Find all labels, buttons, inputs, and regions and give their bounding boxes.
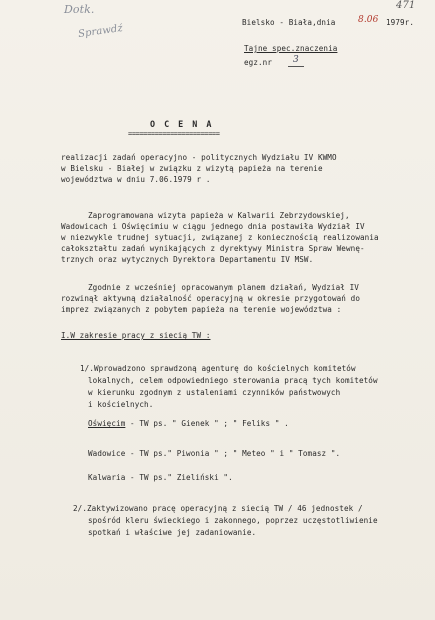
paragraph1-line-4: całokształtu zadań wynikających z dyrektywy Ministra Spraw Wewnę-: [61, 244, 365, 253]
item2-line-2: spośród kleru świeckiego i zakonnego, poprzez uczęstotliwienie: [88, 516, 378, 525]
subtitle-line-3: województwa w dniu 7.06.1979 r .: [61, 175, 211, 184]
subtitle-line-2: w Bielsku - Białej w związku z wizytą papieża na terenie: [61, 164, 323, 173]
item1-line-1: 1/.Wprowadzono sprawdzoną agenturę do kościelnych komitetów: [80, 364, 356, 373]
paragraph2-line-3: imprez związanych z pobytem papieża na terenie województwa :: [61, 305, 342, 314]
paragraph2-line-1: Zgodnie z wcześniej opracowanym planem działań, Wydział IV: [88, 283, 359, 292]
subtitle-line-1: realizacji zadań operacyjno - politycznych Wydziału IV KWMO: [61, 153, 337, 162]
agent-place-oswiecim: Oświęcim: [88, 419, 126, 428]
item1-line-3: w kierunku zgodnym z ustaleniami czynników państwowych: [88, 388, 341, 397]
classification: Tajne spec.znaczenia: [244, 44, 338, 53]
copy-number: 3: [288, 55, 304, 67]
agent-place-kalwaria: Kalwaria: [88, 473, 126, 482]
year: 1979r.: [386, 18, 415, 27]
paragraph1-line-5: trznych oraz wytycznych Dyrektora Departamentu IV MSW.: [61, 255, 314, 264]
paragraph1-line-2: Wadowicach i Oświęcimiu w ciągu jednego dnia postawiła Wydział IV: [61, 222, 365, 231]
item1-line-4: i kościelnych.: [88, 400, 154, 409]
handwritten-note-dotk: Dotk.: [64, 3, 95, 16]
paragraph1-line-1: Zaprogramowana wizyta papieża w Kalwarii Zebrzydowskiej,: [88, 211, 350, 220]
handwritten-note-sprawdz: Sprawdź: [77, 22, 124, 41]
copy-label: egz.nr: [244, 58, 273, 67]
paragraph2-line-2: rozwinął aktywną działalność operacyjną w okresie przygotowań do: [61, 294, 360, 303]
item2-line-1: 2/.Zaktywizowano pracę operacyjną z siecią TW / 46 jednostek /: [73, 504, 363, 513]
agent-text-oswiecim: - TW ps. " Gienek " ; " Feliks " .: [130, 419, 289, 428]
agent-text-kalwaria: - TW ps." Zieliński ".: [130, 473, 233, 482]
agent-text-wadowice: - TW ps." Piwonia " ; " Meteo " i " Tomasz ".: [130, 449, 341, 458]
item2-line-3: spotkań i właściwe jej zadaniowanie.: [88, 528, 257, 537]
title-rule: ========================: [128, 130, 220, 138]
document-title: O C E N A: [150, 119, 214, 129]
agent-place-wadowice: Wadowice: [88, 449, 126, 458]
page-number: 471: [396, 0, 416, 11]
item1-line-2: lokalnych, celem odpowiedniego sterowania pracą tych komitetów: [88, 376, 378, 385]
place-date-prefix: Bielsko - Biała,dnia: [242, 18, 336, 27]
handwritten-date: 8.06: [358, 15, 379, 25]
paragraph1-line-3: w niezwykle trudnej sytuacji, związanej z koniecznością realizowania: [61, 233, 379, 242]
section1-heading: I.W zakresie pracy z siecią TW :: [61, 331, 211, 340]
